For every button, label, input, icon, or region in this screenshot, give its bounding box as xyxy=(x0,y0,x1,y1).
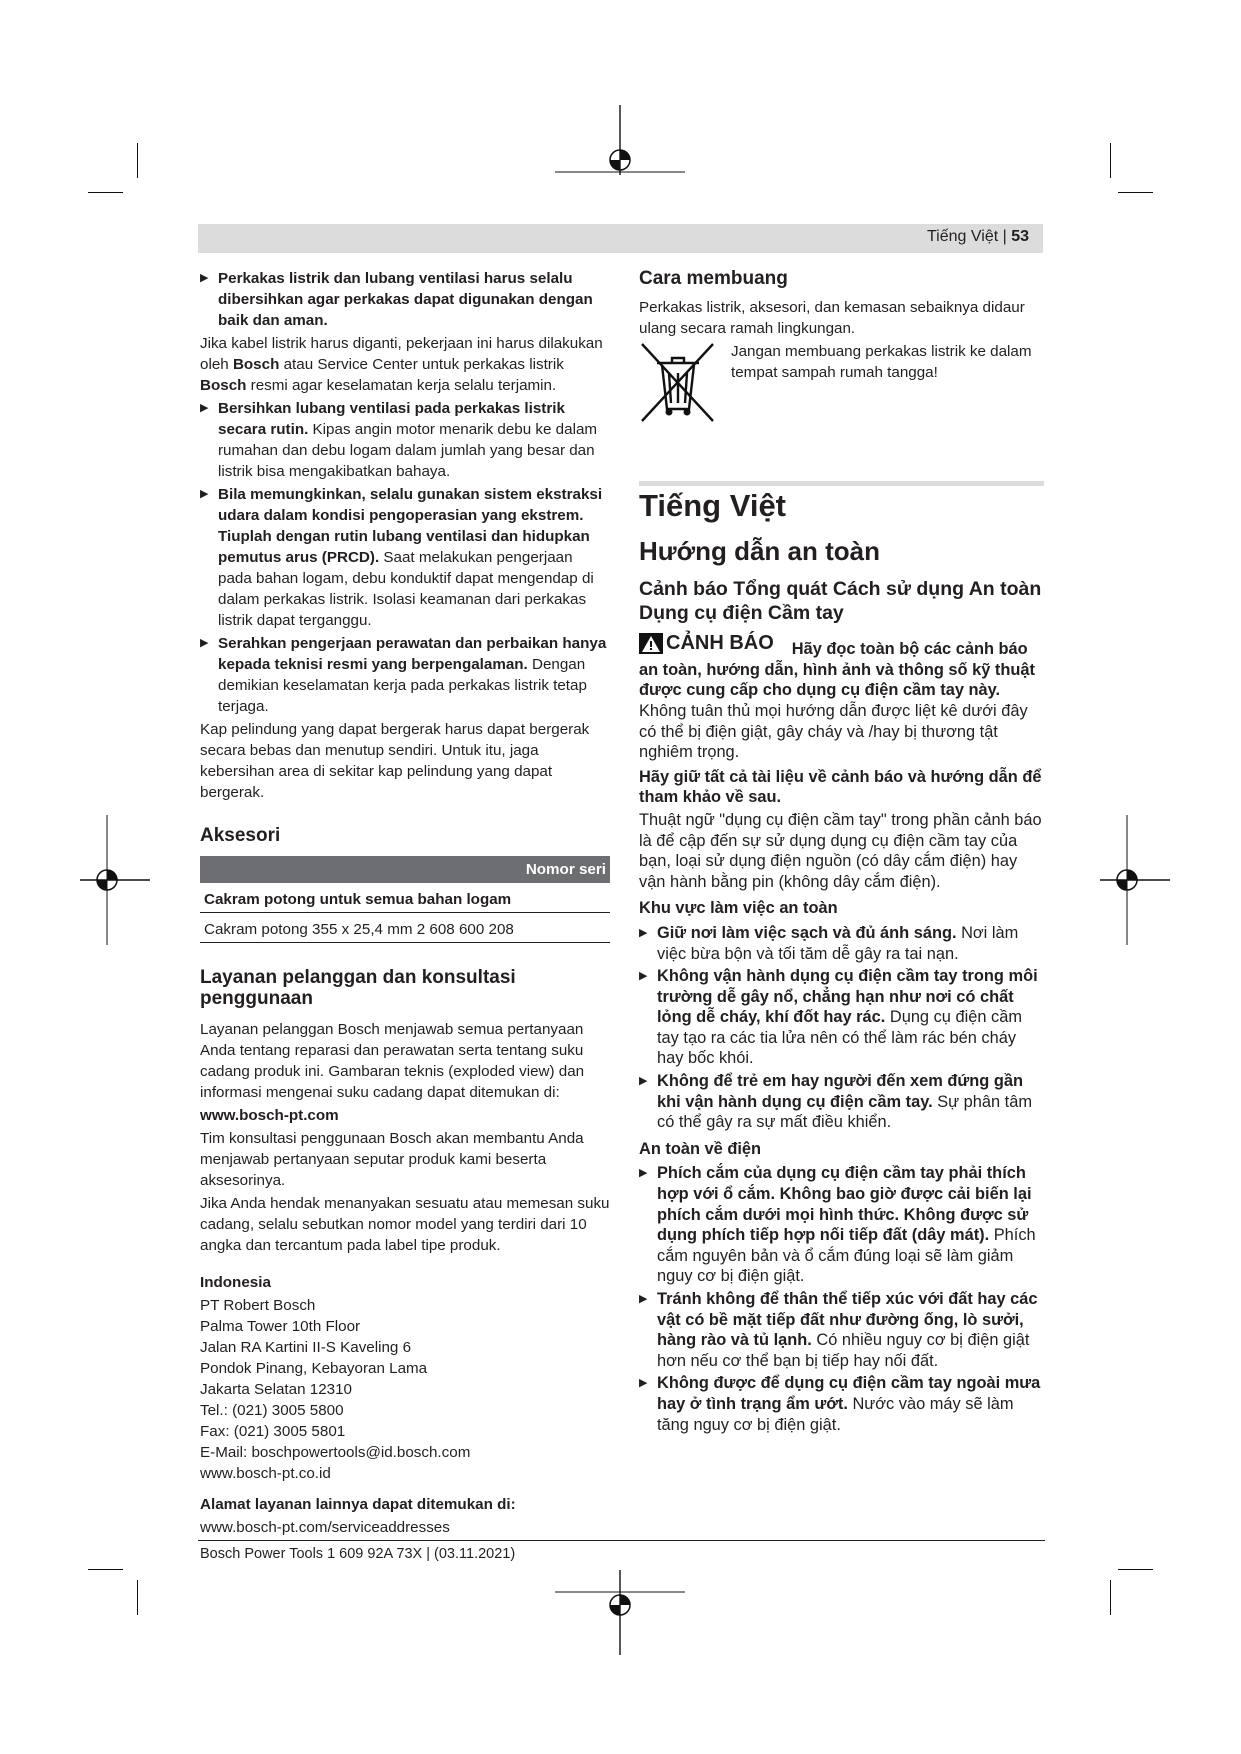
vietnamese-section xyxy=(639,488,1044,1435)
warning-triangle-icon xyxy=(639,633,663,654)
warning-label: CẢNH BÁO xyxy=(639,633,774,654)
list-item: ▶ Tránh không để thân thể tiếp xúc với đất hay các vật có bề mặt tiếp đất như đường ống, lò sưởi, hàng rào và tủ lạnh. Có nhiều nguy cơ bị điện giật hơn nếu cơ thể bạn bị tiếp hay nối đất. xyxy=(639,1289,1044,1371)
list-item: ▶ Giữ nơi làm việc sạch và đủ ánh sáng. Nơi làm việc bừa bộn và tối tăm dễ gây ra tai nạn. xyxy=(639,923,1044,964)
paragraph: Thuật ngữ "dụng cụ điện cầm tay" trong phần cảnh báo là để cập đến sự sử dụng dụng cụ điện cầm tay của bạn, loại sử dụng điện nguồn (có dây cắm điện) hay vận hành bằng pin (không dây cắm điện). xyxy=(639,810,1042,891)
address-line: Jalan RA Kartini II-S Kaveling 6 xyxy=(200,1339,412,1356)
crossed-bin-icon xyxy=(639,341,717,425)
header-language: Tiếng Việt xyxy=(927,228,999,245)
list-item: ▶ Perkakas listrik dan lubang ventilasi harus selalu dibersihkan agar perkakas dapat digunakan dengan baik dan aman. xyxy=(200,268,610,331)
address-line: Palma Tower 10th Floor xyxy=(200,1318,361,1335)
section-divider xyxy=(639,481,1044,486)
left-column xyxy=(200,268,610,1540)
language-title: Tiếng Việt xyxy=(639,488,787,523)
keep-documents: Hãy giữ tất cả tài liệu về cảnh báo và hướng dẫn để tham khảo về sau. xyxy=(639,767,1042,807)
address-line: Fax: (021) 3005 5801 xyxy=(200,1423,346,1440)
registration-mark-bottom xyxy=(555,1570,685,1660)
section-title-accessories: Aksesori xyxy=(200,825,281,846)
list-item: ▶ Bila memungkinkan, selalu gunakan sistem ekstraksi udara dalam kondisi pengoperasian yang ekstrem. Tiuplah dengan rutin lubang ventilasi dan hidupkan pemutus arus (PRCD). Saat melakukan pengerjaan pada bahan logam, debu konduktif dapat mengendap di dalam perkakas listrik. Isolasi keamanan dari perkakas listrik dapat terganggu. xyxy=(200,484,610,631)
country-heading: Indonesia xyxy=(200,1274,271,1291)
accessories-table xyxy=(200,856,610,943)
list-item: ▶ Không để trẻ em hay người đến xem đứng gần khi vận hành dụng cụ điện cầm tay. Sự phân tâm có thể gây ra sự mất điều khiển. xyxy=(639,1071,1044,1133)
address-line: E-Mail: boschpowertools@id.bosch.com xyxy=(200,1444,471,1461)
list-item: ▶ Bersihkan lubang ventilasi pada perkakas listrik secara rutin. Kipas angin motor menarik debu ke dalam rumahan dan debu logam dalam jumlah yang besar dan listrik bisa mengakibatkan bahaya. xyxy=(200,398,610,482)
registration-mark-left xyxy=(80,815,150,945)
paragraph: Kap pelindung yang dapat bergerak harus dapat bergerak secara bebas dan menutup sendiri. Untuk itu, jaga kebersihan area di sekitar kap pelindung yang dapat bergerak. xyxy=(200,721,590,801)
electrical-safety-title: An toàn về điện xyxy=(639,1139,762,1158)
table-row: Cakram potong untuk semua bahan logam xyxy=(200,883,610,913)
page-footer: Bosch Power Tools 1 609 92A 73X | (03.11.2021) xyxy=(200,1546,516,1562)
right-column xyxy=(639,268,1044,1437)
paragraph: Jika Anda hendak menanyakan sesuatu atau memesan suku cadang, selalu sebutkan nomor model yang terdiri dari 10 angka dan tercantum pada label tipe produk. xyxy=(200,1195,610,1254)
address-line: Pondok Pinang, Kebayoran Lama xyxy=(200,1360,428,1377)
table-header: Nomor seri xyxy=(200,856,610,883)
page-header: Tiếng Việt | 53 xyxy=(198,224,1043,253)
paragraph: Jika kabel listrik harus diganti, pekerjaan ini harus dilakukan oleh Bosch atau Service Center untuk perkakas listrik Bosch resmi agar keselamatan kerja selalu terjamin. xyxy=(200,335,603,394)
address-line: Tel.: (021) 3005 5800 xyxy=(200,1402,344,1419)
work-area-title: Khu vực làm việc an toàn xyxy=(639,899,838,918)
warning-block: CẢNH BÁO Hãy đọc toàn bộ các cảnh báo an toàn, hướng dẫn, hình ảnh và thông số kỹ thuật được cung cấp cho dụng cụ điện cầm tay này. Không tuân thủ mọi hướng dẫn được liệt kê dưới đây có thể bị điện giật, gây cháy và /hay bị thương tật nghiêm trọng. xyxy=(639,632,1035,762)
address-line: PT Robert Bosch xyxy=(200,1297,316,1314)
section-title-disposal: Cara membuang xyxy=(639,268,788,289)
address-line: www.bosch-pt.co.id xyxy=(200,1465,331,1482)
section-title-service: Layanan pelanggan dan konsultasi penggunaan xyxy=(200,967,516,1009)
service-url: www.bosch-pt.com xyxy=(200,1107,339,1124)
list-item: ▶ Serahkan pengerjaan perawatan dan perbaikan hanya kepada teknisi resmi yang berpengalaman. Dengan demikian keselamatan kerja pada perkakas listrik tetap terjaga. xyxy=(200,633,610,717)
paragraph: Tim konsultasi penggunaan Bosch akan membantu Anda menjawab pertanyaan seputar produk kami beserta aksesorinya. xyxy=(200,1130,584,1189)
disposal-notice xyxy=(639,341,1044,429)
paragraph: Layanan pelanggan Bosch menjawab semua pertanyaan Anda tentang reparasi dan perawatan serta tentang suku cadang produk ini. Gambaran teknis (exploded view) dan informasi mengenai suku cadang dapat ditemukan di: xyxy=(200,1021,585,1101)
list-item: ▶ Phích cắm của dụng cụ điện cầm tay phải thích hợp với ổ cắm. Không bao giờ được cải biến lại phích cắm dưới mọi hình thức. Không được sử dụng phích tiếp hợp nối tiếp đất (dây mát). Phích cắm nguyên bản và ổ cắm đúng loại sẽ làm giảm nguy cơ bị điện giật. xyxy=(639,1163,1044,1287)
table-row: Cakram potong 355 x 25,4 mm 2 608 600 208 xyxy=(200,913,610,943)
safety-title: Hướng dẫn an toàn xyxy=(639,535,880,566)
registration-mark-right xyxy=(1100,815,1170,945)
page-number: 53 xyxy=(1011,228,1029,245)
list-item: ▶ Không được để dụng cụ điện cầm tay ngoài mưa hay ở tình trạng ẩm ướt. Nước vào máy sẽ làm tăng nguy cơ bị điện giật. xyxy=(639,1373,1044,1435)
registration-mark-top xyxy=(555,105,685,195)
paragraph: Perkakas listrik, aksesori, dan kemasan sebaiknya didaur ulang secara ramah lingkungan. xyxy=(639,299,1025,337)
other-addresses-url: www.bosch-pt.com/serviceaddresses xyxy=(200,1519,450,1536)
address-block xyxy=(200,1295,610,1484)
address-line: Jakarta Selatan 12310 xyxy=(200,1381,352,1398)
other-addresses-title: Alamat layanan lainnya dapat ditemukan di: xyxy=(200,1496,516,1513)
general-warnings-title: Cảnh báo Tổng quát Cách sử dụng An toàn Dụng cụ điện Cầm tay xyxy=(639,578,1042,625)
disposal-warning: Jangan membuang perkakas listrik ke dalam tempat sampah rumah tangga! xyxy=(731,343,1032,381)
footer-rule xyxy=(198,1540,1045,1541)
list-item: ▶ Không vận hành dụng cụ điện cầm tay trong môi trường dễ gây nổ, chẳng hạn như nơi có chất lỏng dễ cháy, khí đốt hay rác. Dụng cụ điện cầm tay tạo ra các tia lửa nên có thể làm rác bén cháy hay bốc khói. xyxy=(639,966,1044,1069)
